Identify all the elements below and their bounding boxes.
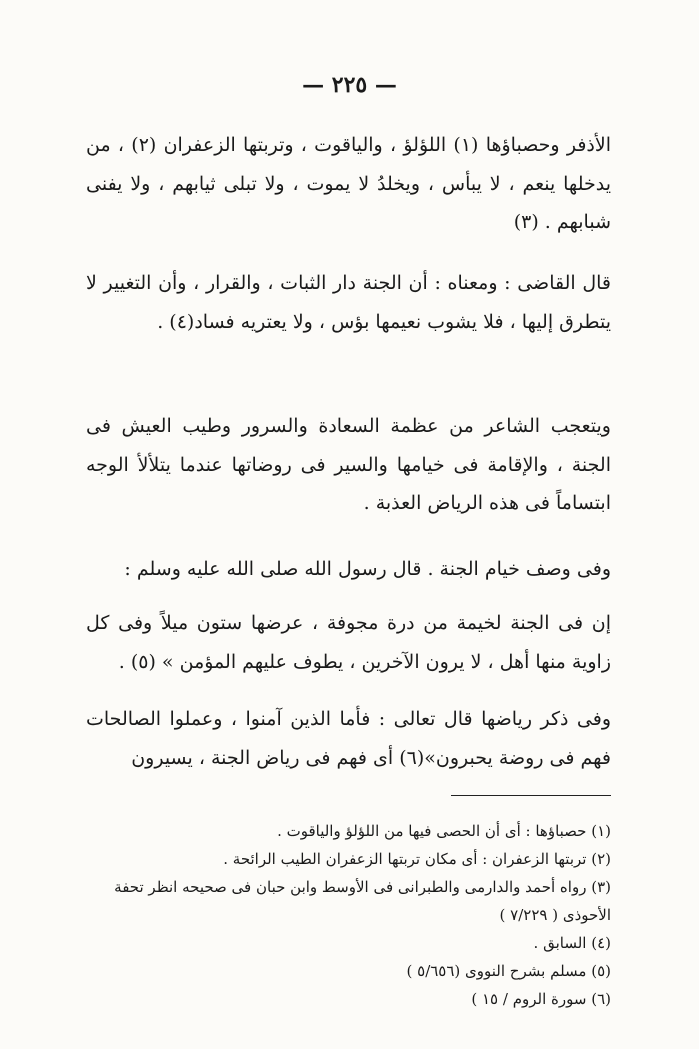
footnote-5: (٥) مسلم بشرح النووى (٥/٦٥٦ ) [406, 962, 611, 980]
paragraph-5-hadith: إن فى الجنة لخيمة من درة مجوفة ، عرضها ستون ميلاً وفى كل زاوية منها أهل ، لا يرون الآخرين ، يطوف عليهم المؤمن » (٥) . [86, 612, 611, 673]
paragraph-2: قال القاضى : ومعناه : أن الجنة دار الثبات ، والقرار ، وأن التغيير لا يتطرق إليها ، فلا يشوب نعيمها بؤس ، ولا يعتريه فساد(٤) . [86, 272, 611, 333]
footnote-6: (٦) سورة الروم / ١٥ ) [471, 990, 611, 1008]
paragraph-1: الأذفر وحصباؤها (١) اللؤلؤ ، والياقوت ، وتربتها الزعفران (٢) ، من يدخلها ينعم ، لا يبأس ، ويخلدُ لا يموت ، ولا تبلى ثيابهم ، ولا يفنى شبابهم . (٣) [86, 134, 611, 233]
paragraph-4: وفى وصف خيام الجنة . قال رسول الله صلى الله عليه وسلم : [124, 558, 611, 580]
footnote-4: (٤) السابق . [533, 934, 611, 952]
footnote-divider [451, 795, 611, 796]
paragraph-3: ويتعجب الشاعر من عظمة السعادة والسرور وطيب العيش فى الجنة ، والإقامة فى خيامها والسير فى روضاتها عندما يتلألأ الوجه ابتساماً فى هذه الرياض العذبة . [86, 415, 612, 514]
footnote-1: (١) حصباؤها : أى أن الحصى فيها من اللؤلؤ والياقوت . [277, 822, 611, 840]
paragraph-6: وفى ذكر رياضها قال تعالى : فأما الذين آمنوا ، وعملوا الصالحات فهم فى روضة يحبرون»(٦) أى فهم فى رياض الجنة ، يسيرون [86, 708, 611, 769]
footnote-2: (٢) تربتها الزعفران : أى مكان تربتها الزعفران الطيب الرائحة . [223, 850, 611, 868]
page-number: — ٢٢٥ — [302, 72, 397, 98]
footnote-3: (٣) رواه أحمد والدارمى والطبرانى فى الأوسط وابن حبان فى صحيحه انظر تحفة الأحوذى ( ٧/٢٢٩ ) [114, 878, 611, 924]
footnotes-list [81, 817, 611, 1013]
